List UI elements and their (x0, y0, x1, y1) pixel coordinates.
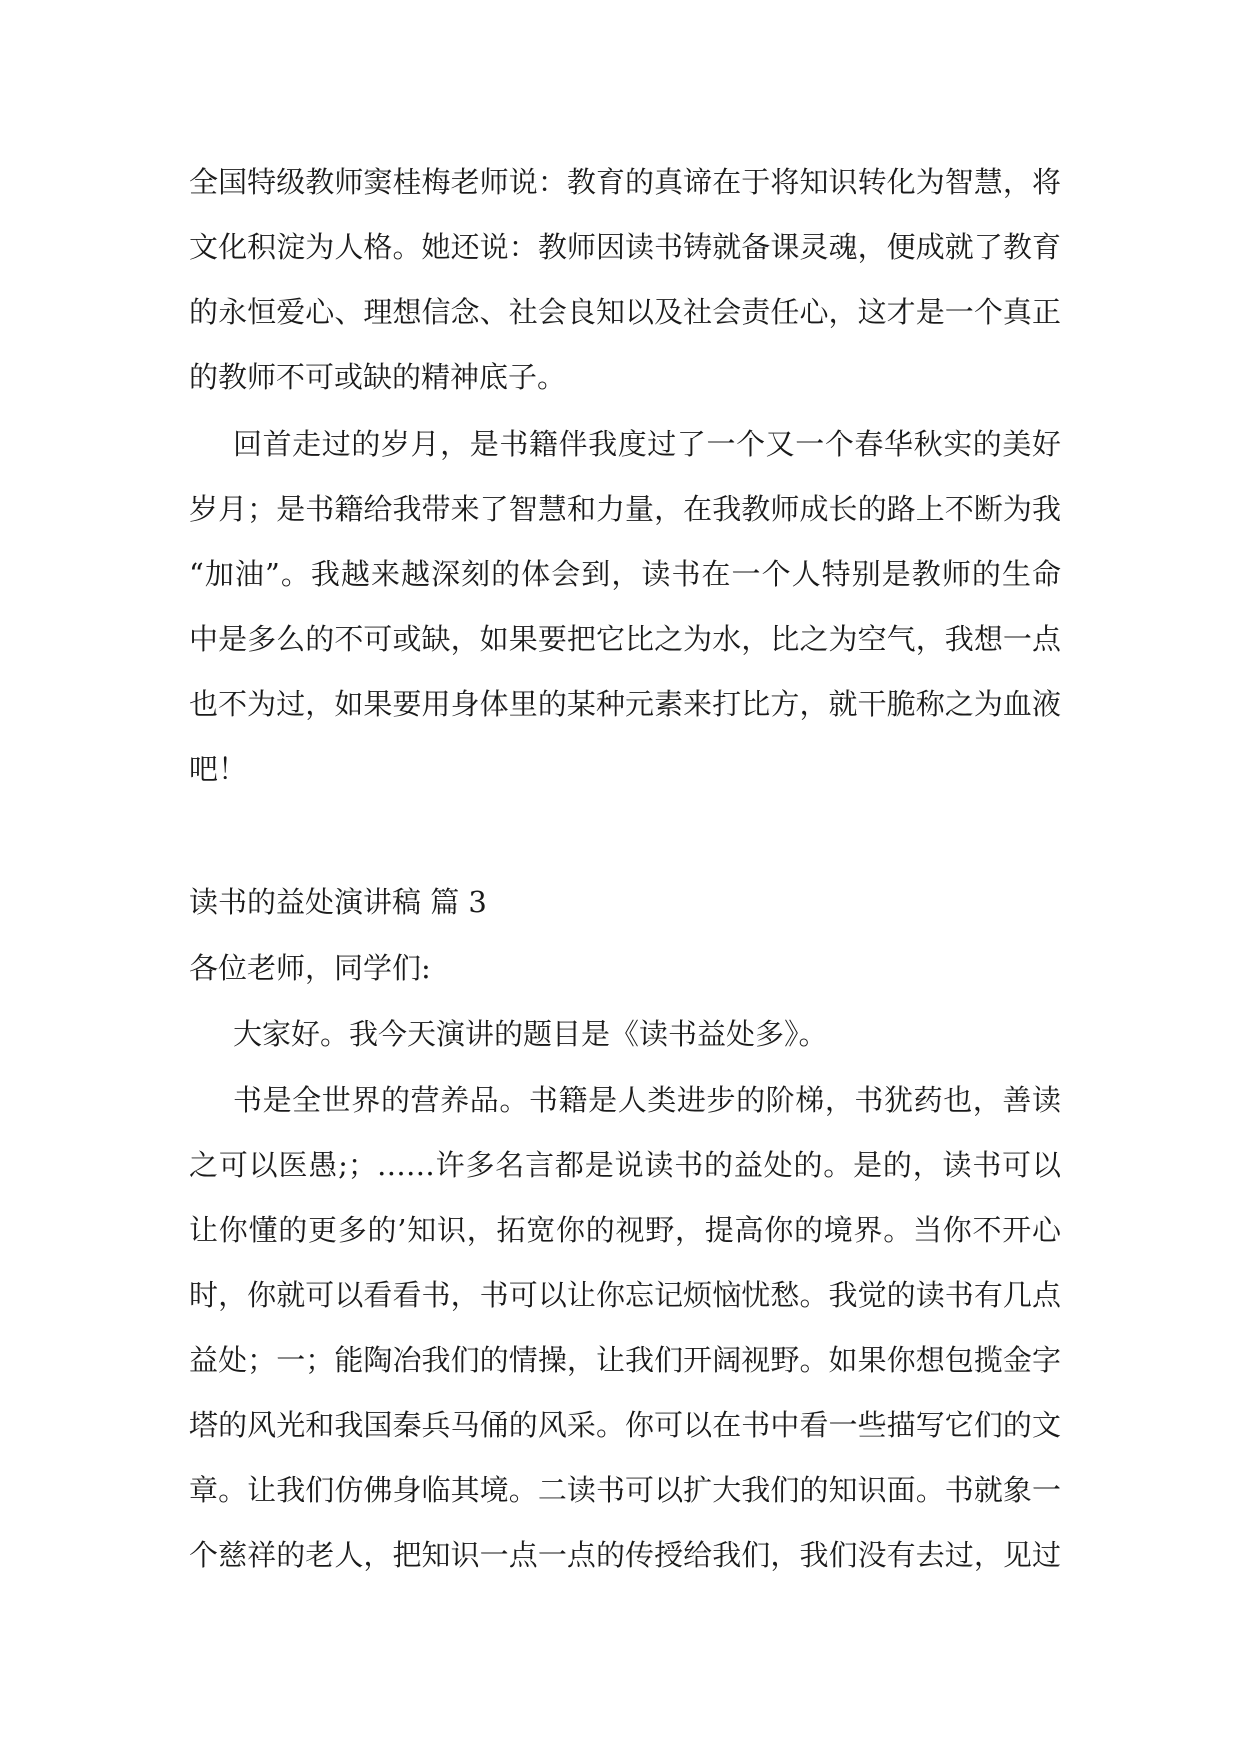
paragraph-4-line: 塔的风光和我国秦兵马俑的风采。你可以在书中看一些描写它们的文 (189, 1408, 1061, 1442)
paragraph-4-line: 之可以医愚;；……许多名言都是说读书的益处的。是的，读书可以 (189, 1148, 1061, 1182)
salutation (189, 936, 1061, 1001)
paragraph-4-line: 个慈祥的老人，把知识一点一点的传授给我们，我们没有去过，见过 (189, 1538, 1061, 1572)
paragraph-3 (189, 1002, 1061, 1067)
paragraph-2-line: 中是多么的不可或缺，如果要把它比之为水，比之为空气，我想一点 (189, 622, 1061, 656)
section-heading-text: 读书的益处演讲稿 篇 3 (189, 885, 487, 919)
section-heading (189, 870, 1061, 935)
paragraph-3-line: 大家好。我今天演讲的题目是《读书益处多》。 (233, 1017, 828, 1051)
paragraph-1 (189, 150, 1061, 410)
paragraph-2-line: 回首走过的岁月，是书籍伴我度过了一个又一个春华秋实的美好 (233, 427, 1061, 461)
paragraph-1-line: 文化积淀为人格。她还说：教师因读书铸就备课灵魂，便成就了教育 (189, 230, 1061, 264)
paragraph-4 (189, 1068, 1061, 1588)
paragraph-2-line: 吧！ (189, 752, 248, 786)
paragraph-2-line: 也不为过，如果要用身体里的某种元素来打比方，就干脆称之为血液 (189, 687, 1061, 721)
paragraph-4-line: 让你懂的更多的’知识，拓宽你的视野，提高你的境界。当你不开心 (189, 1213, 1061, 1247)
paragraph-2-line: 岁月；是书籍给我带来了智慧和力量，在我教师成长的路上不断为我 (189, 492, 1061, 526)
paragraph-1-line: 的永恒爱心、理想信念、社会良知以及社会责任心，这才是一个真正 (189, 295, 1061, 329)
paragraph-4-line: 益处；一；能陶冶我们的情操，让我们开阔视野。如果你想包揽金字 (189, 1343, 1061, 1377)
paragraph-4-line: 章。让我们仿佛身临其境。二读书可以扩大我们的知识面。书就象一 (189, 1473, 1061, 1507)
paragraph-4-line: 时，你就可以看看书，书可以让你忘记烦恼忧愁。我觉的读书有几点 (189, 1278, 1061, 1312)
paragraph-2 (189, 412, 1061, 802)
paragraph-1-line: 全国特级教师窦桂梅老师说：教育的真谛在于将知识转化为智慧，将 (189, 165, 1061, 199)
salutation-text: 各位老师，同学们: (189, 951, 431, 985)
paragraph-4-line: 书是全世界的营养品。书籍是人类进步的阶梯，书犹药也，善读 (233, 1083, 1061, 1117)
paragraph-1-line: 的教师不可或缺的精神底子。 (189, 360, 567, 394)
paragraph-2-line: “加油”。我越来越深刻的体会到，读书在一个人特别是教师的生命 (189, 557, 1061, 591)
